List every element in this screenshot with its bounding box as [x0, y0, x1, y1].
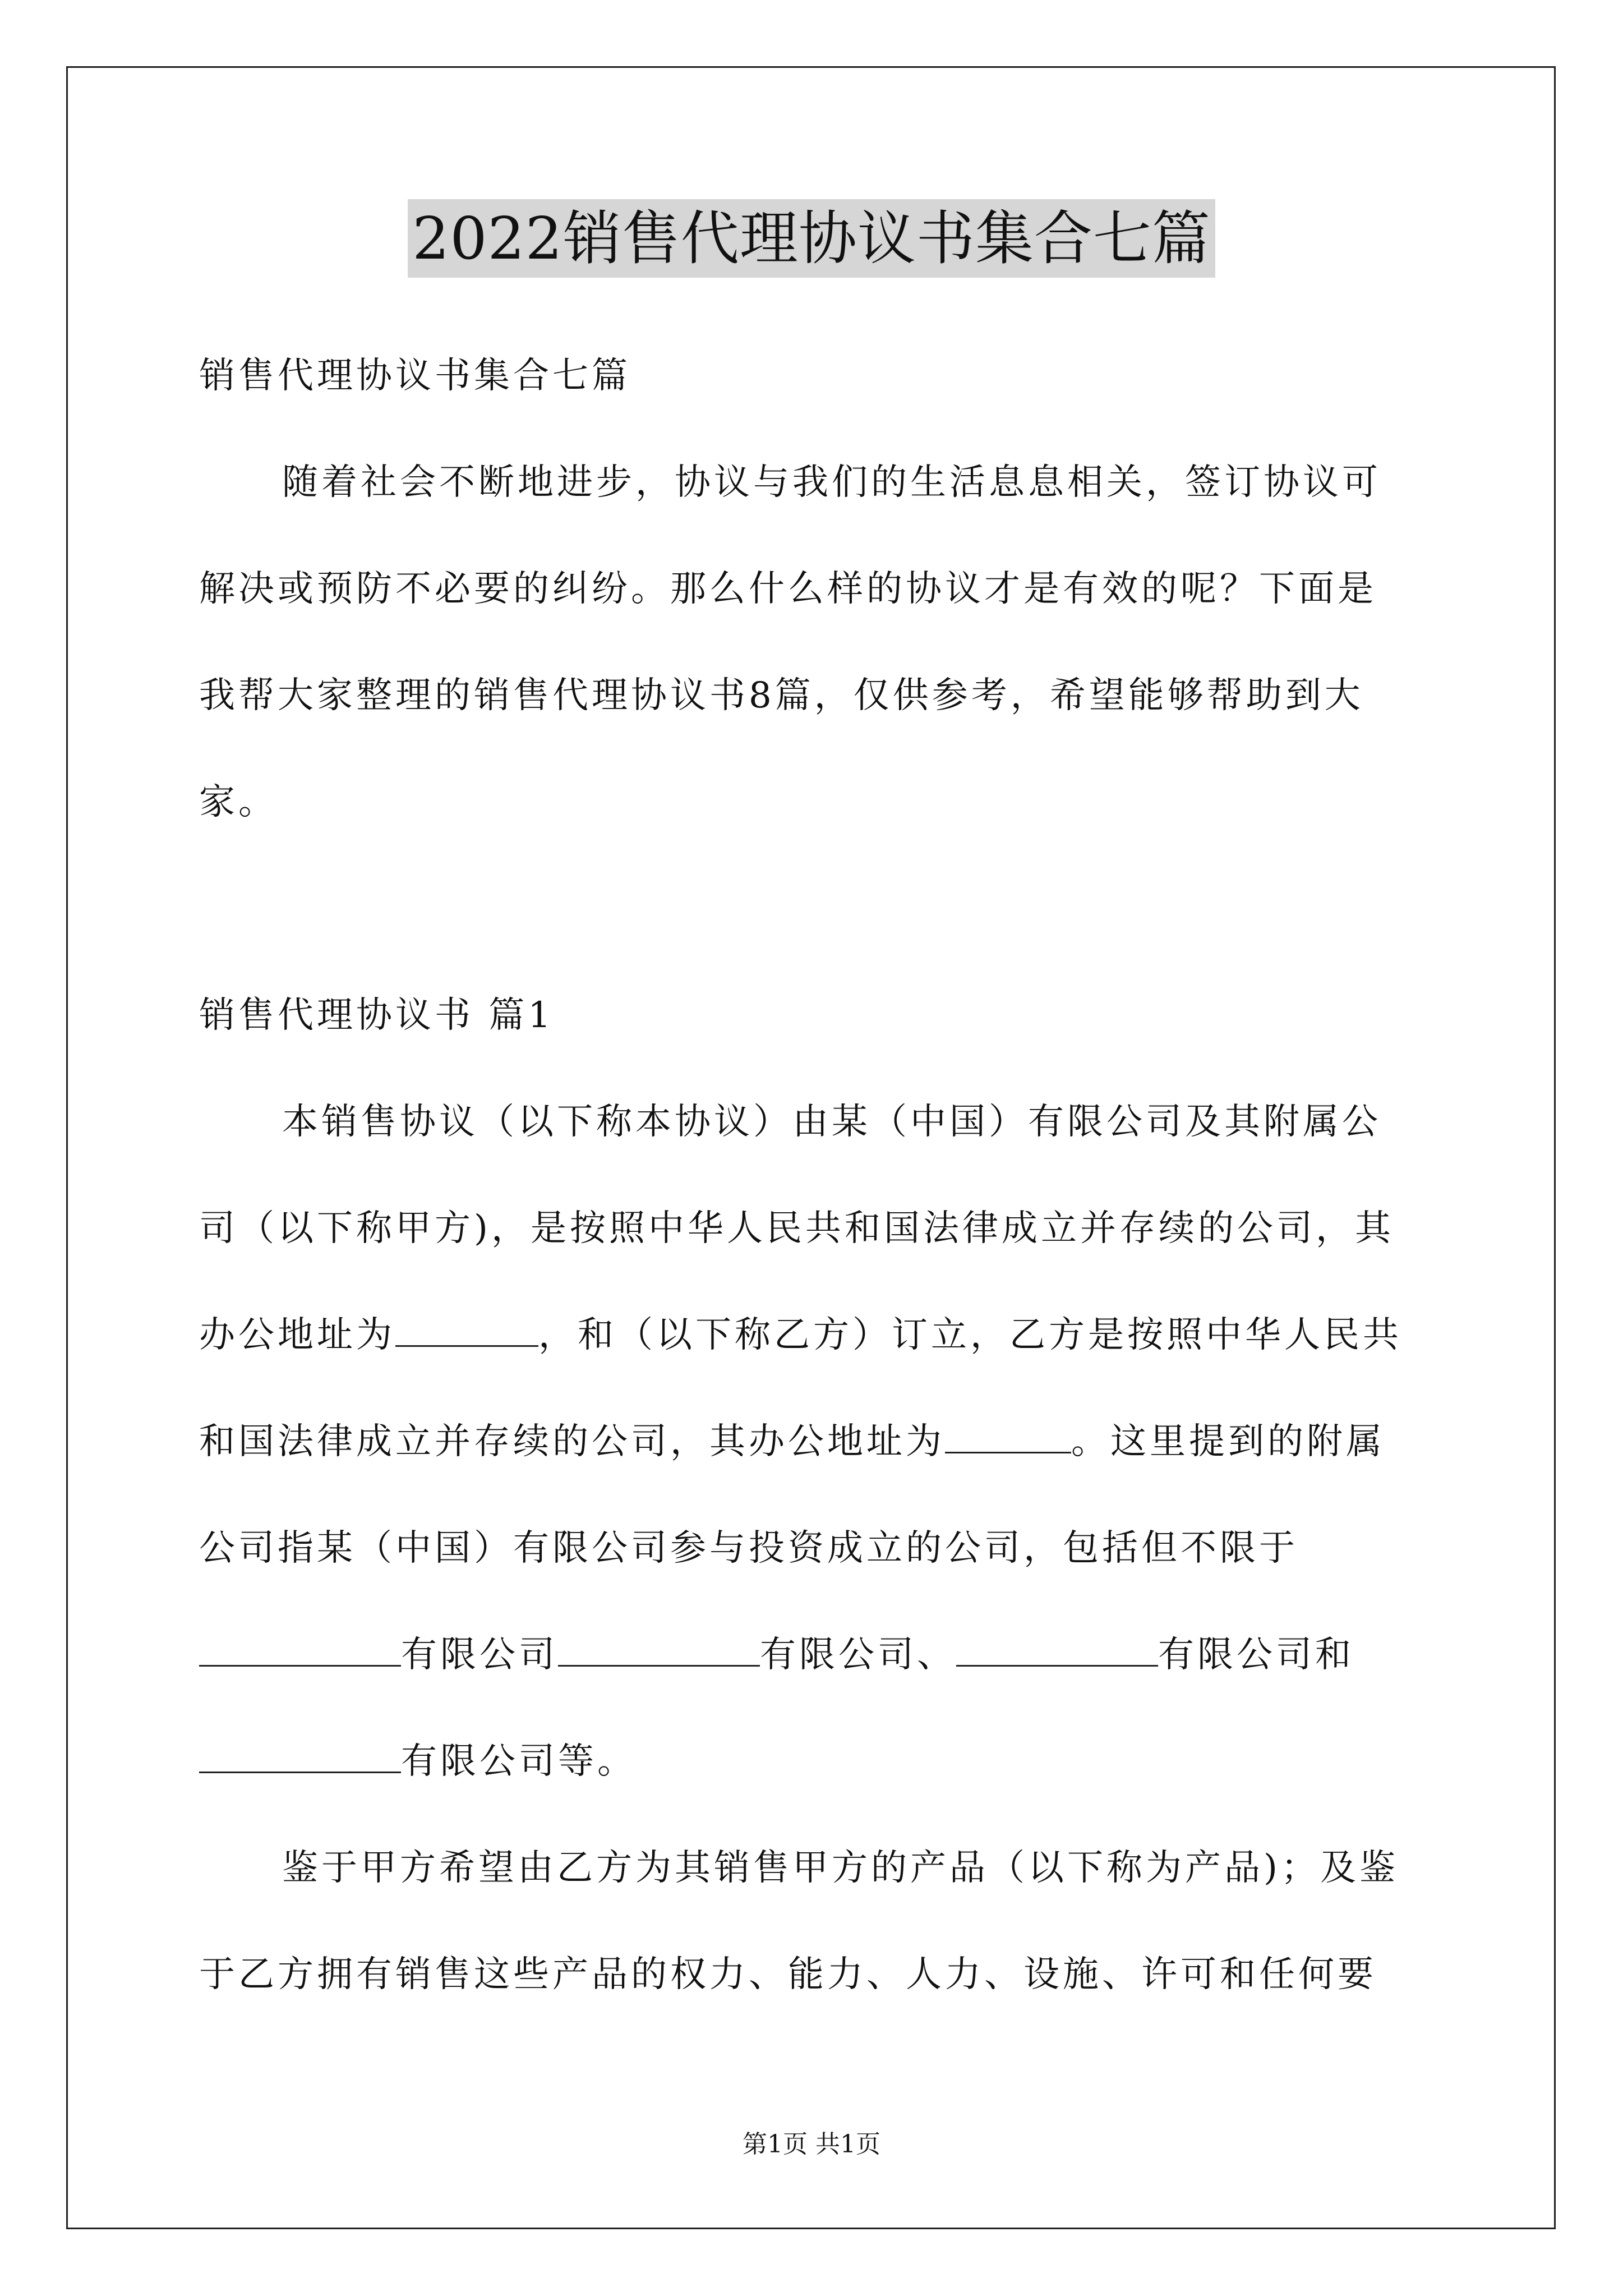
fill-in-blank	[945, 1418, 1071, 1453]
paragraph-line: 本销售协议（以下称本协议）由某（中国）有限公司及其附属公	[282, 1101, 1381, 1143]
fill-in-blank	[199, 1738, 401, 1773]
text-segment: 有限公司、	[760, 1634, 956, 1676]
paragraph-line	[199, 1624, 1430, 1731]
intro-line: 解决或预防不必要的纠纷。那么什么样的协议才是有效的呢？下面是	[199, 568, 1377, 610]
text-segment: 。这里提到的附属	[1071, 1421, 1385, 1462]
paragraph-line: 公司指某（中国）有限公司参与投资成立的公司，包括但不限于	[199, 1527, 1298, 1569]
fill-in-blank	[558, 1631, 760, 1667]
title-container	[0, 199, 1623, 278]
paragraph-line	[199, 1411, 1430, 1517]
section-heading: 销售代理协议书 篇1	[199, 995, 555, 1036]
page-footer: 第1页 共1页	[743, 2130, 880, 2159]
text-segment: 和国法律成立并存续的公司，其办公地址为	[199, 1421, 945, 1462]
text-segment: 办公地址为	[199, 1314, 395, 1356]
text-segment: 有限公司	[401, 1634, 558, 1676]
paragraph-line	[199, 1731, 1430, 1837]
document-title: 2022销售代理协议书集合七篇	[408, 199, 1215, 278]
spacer	[199, 878, 1430, 984]
intro-line: 我帮大家整理的销售代理协议书8篇，仅供参考，希望能够帮助到大	[199, 675, 1364, 716]
document-body	[199, 345, 1430, 2050]
paragraph-line: 鉴于甲方希望由乙方为其销售甲方的产品（以下称为产品)；及鉴	[282, 1847, 1399, 1889]
paragraph-line: 于乙方拥有销售这些产品的权力、能力、人力、设施、许可和任何要	[199, 1954, 1377, 1995]
fill-in-blank	[956, 1631, 1158, 1667]
intro-line: 随着社会不断地进步，协议与我们的生活息息相关，签订协议可	[282, 462, 1381, 503]
text-segment: 有限公司等。	[401, 1741, 637, 1782]
text-segment: ，和（以下称乙方）订立，乙方是按照中华人民共	[538, 1314, 1402, 1356]
fill-in-blank	[395, 1312, 538, 1347]
fill-in-blank	[199, 1631, 401, 1667]
text-segment: 有限公司和	[1158, 1634, 1354, 1676]
intro-line: 家。	[199, 781, 278, 823]
paragraph-line	[199, 1304, 1430, 1411]
paragraph-line: 司（以下称甲方)，是按照中华人民共和国法律成立并存续的公司，其	[199, 1208, 1394, 1249]
subtitle: 销售代理协议书集合七篇	[199, 355, 631, 397]
